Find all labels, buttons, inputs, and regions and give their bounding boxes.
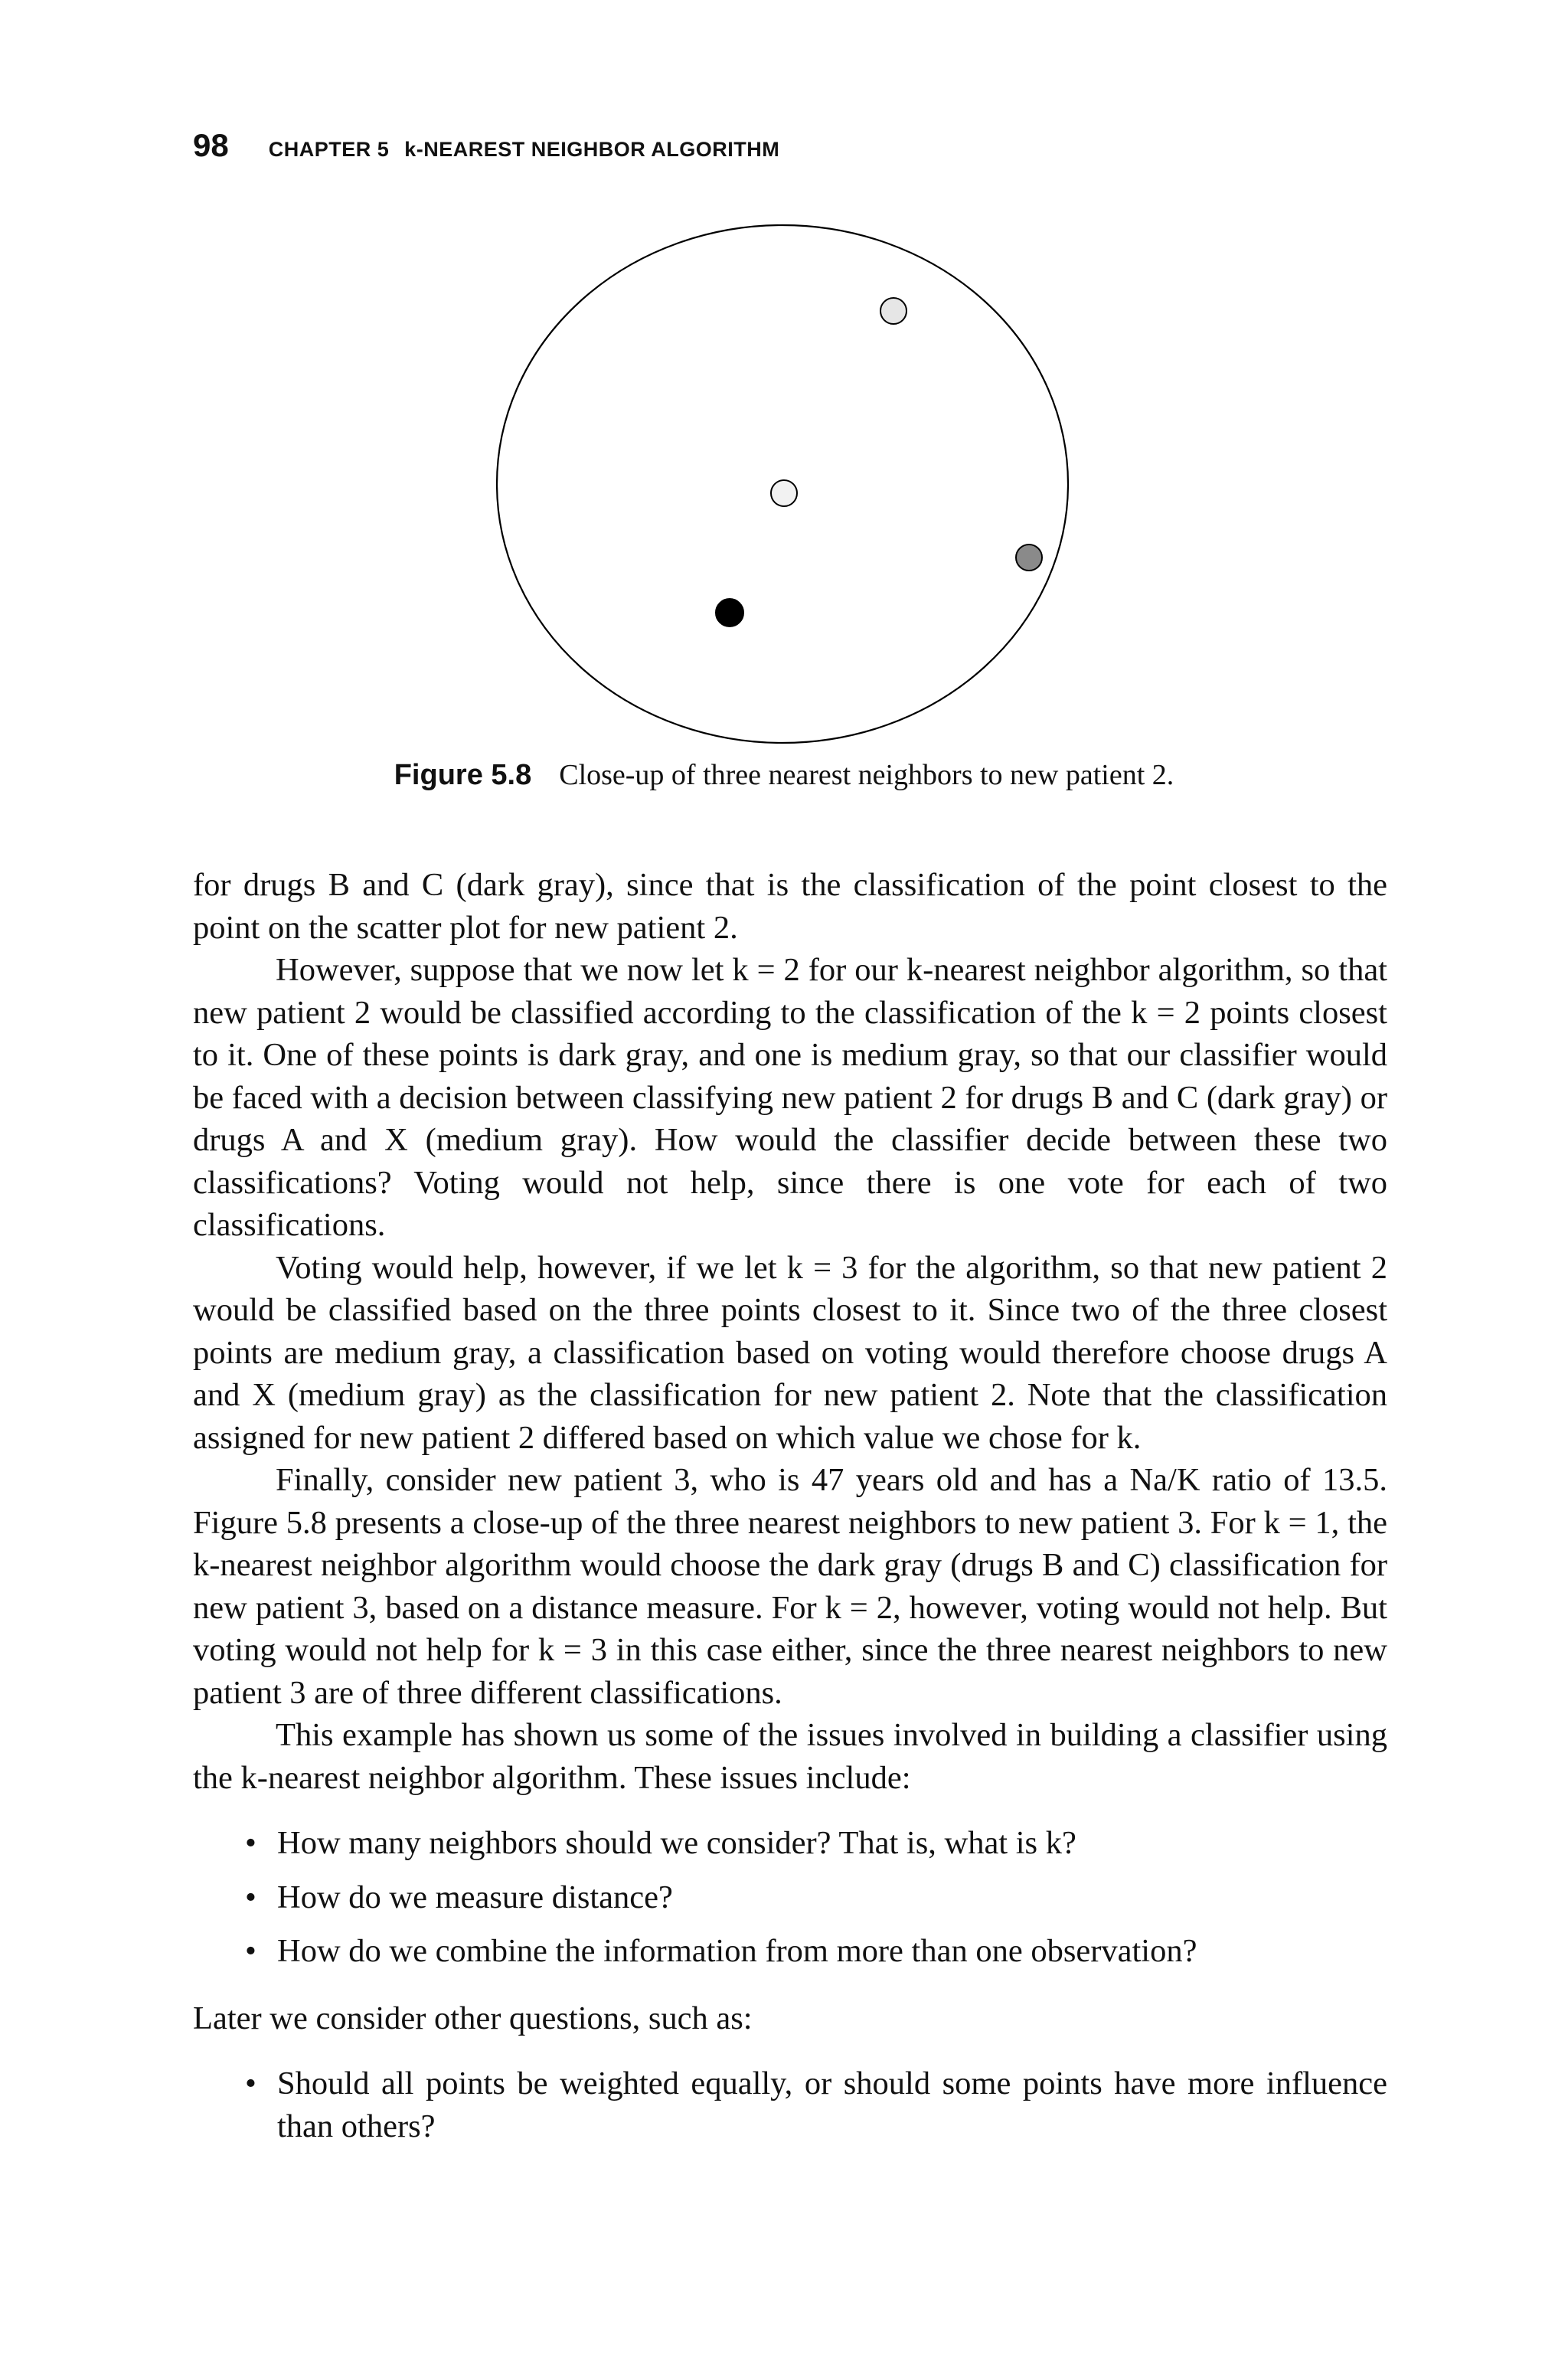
figure-label: Figure 5.8 [394, 759, 532, 791]
running-header [193, 127, 779, 173]
paragraph: Later we consider other questions, such as: [193, 2000, 753, 2036]
figure-caption [0, 758, 1568, 792]
chapter-label: CHAPTER 5 [268, 138, 390, 161]
list-item: • How do we combine the information from more than one observation? [193, 1930, 1387, 1973]
list-item: • How many neighbors should we consider? That is, what is k? [193, 1822, 1387, 1865]
paragraph: This example has shown us some of the issues involved in building a classifier using the k-nearest neighbor algorithm. These issues include: [193, 1717, 1387, 1796]
list-item: • How do we measure distance? [193, 1876, 1387, 1919]
medium-gray-point [1016, 545, 1042, 571]
dark-point [716, 599, 743, 626]
new-patient-point [771, 480, 797, 506]
body-text [193, 864, 1387, 2172]
issues-list [193, 1822, 1387, 1973]
figure-5-8 [490, 216, 1087, 752]
light-gray-point [880, 298, 906, 324]
paragraph: Finally, consider new patient 3, who is 47 years old and has a Na/K ratio of 13.5. Figure 5.8 presents a close-up of the three nearest neighbors to new patient 3. For k = 1, the k-nearest neighbor algorithm would choose the dark gray (drugs B and C) classification for new patient 3, based on a distance measure. For k = 2, however, voting would not help. But voting would not help for k = 3 in this case either, since the three nearest neighbors to new patient 3 are of three different classifications. [193, 1462, 1387, 1711]
caption-text: Close-up of three nearest neighbors to new patient 2. [559, 759, 1174, 791]
paragraph: for drugs B and C (dark gray), since that is the classification of the point closest to the point on the scatter plot for new patient 2. [193, 867, 1387, 946]
paragraph: Voting would help, however, if we let k = 3 for the algorithm, so that new patient 2 would be classified based on the three points closest to it. Since two of the three closest points are medium gray, a classification based on voting would therefore choose drugs A and X (medium gray) as the classification for new patient 2. Note that the classification assigned for new patient 2 differed based on which value we chose for k. [193, 1249, 1387, 1456]
page-number: 98 [193, 127, 229, 163]
paragraph: However, suppose that we now let k = 2 for our k-nearest neighbor algorithm, so that new patient 2 would be classified according to the classification of the k = 2 points closest to it. One of these points is dark gray, and one is medium gray, so that our classifier would be faced with a decision between classifying new patient 2 for drugs B and C (dark gray) or drugs A and X (medium gray). How would the classifier decide between these two classifications? Voting would not help, since there is one vote for each of two classifications. [193, 952, 1387, 1243]
questions-list [193, 2062, 1387, 2147]
neighbors-diagram [490, 216, 1087, 752]
list-item: • Should all points be weighted equally, or should some points have more influence than others? [193, 2062, 1387, 2147]
chapter-title: k-NEAREST NEIGHBOR ALGORITHM [404, 138, 780, 161]
